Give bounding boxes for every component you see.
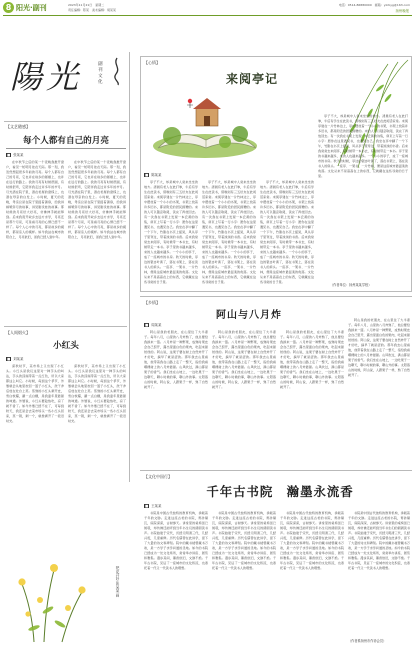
mountain-body-text-continued-3: 阿山是我的老朋友，在山里住了大半辈子。每年八月，山里的八月炸熟了，他总要给我捎来一篮。八月炸是一种野果，成熟时果皮会自己裂开，露出里面白色的果肉，吃起来甜丝丝的。阿山说，这果子要在树上自然炸开了才好吃，摘早了就是涩的。那年我去山里看他，他带着我在山路上走了一整天，指给我看哪棵树上的八月炸最甜。山风吹过，满山都是果子的香气。我们坐在山坡上，一边吃果子一边聊天，聊小时候的事，聊山外的事。太阳落山的时候，阿山说，人跟果子一样，熟了自然就开了。 (348, 318, 410, 377)
author-mark-icon: ■ (7, 357, 11, 361)
column-tag-culture: 【文化中国行】 (144, 474, 172, 479)
taro-divider (4, 326, 127, 327)
ink-splash-icon (110, 56, 124, 86)
moon-body-col-1 (6, 160, 64, 308)
section-title: 阳光·副刊 (16, 4, 47, 12)
pavilion-author-name: 陈某某 (151, 173, 162, 177)
author-mark-icon: ■ (145, 173, 149, 177)
taro-body-text-continued: 深秋时节，菜市场上又出现了小红头。小红头是我们这里对一种芋头的叫法，芋头的顶端带着一点红色，所以大家都这么叫它。小时候，每到这个季节，外婆就会从地里挖回一篮子小红头，洗干净后放在灶台上蒸。蒸熟的小红头剥开皮，雪白软糯，蘸一点白糖，是我童年里最甜的味道。外婆说，小红头要趁热吃，凉了就不香了。如今外婆已经不在了，可每到秋天，我还是会去菜市场买一些小红头回家，蒸一锅，剥一个，就像剥开了一段旧时光。 (68, 364, 126, 423)
page-number-badge (3, 2, 14, 13)
taro-author-name: 刘某某 (13, 357, 24, 361)
academy-title: 千年古书院 瀚墨永流香 (206, 484, 354, 499)
pavilion-body-text-continued-3: 亭子不大，却是城中人常来坐坐的地方。清晨有老人在此打拳，午后有学生在此读书，傍晚则有三五好友在此闲话家常。来阅亭建在一片竹林边上，亭中摆放着一个小小的书架，书架上放着许多旧书，都是附近的居民捐赠的。来的人可以随意取阅，读完了再放回去。有一次我在书架上发现一本泛黄的诗集，扉页上写着一行小字：愿你在这里遇见书，也遇见自己。我坐在亭中翻了一个下午，竹影在书页上摇晃，风从亭子里穿过，带着淡淡的书香。后来我常常去来阅亭，有时候带一本书去，有时候带走一本书。亭子里的书越来越多，来的人也越来越多。一个小小的亭子，成了一座城市的书房。秋天的时候，亭边的银杏叶黄了，落在书架上，落在读书人的肩头。一座亭、一架书、一片竹林，便是这座城市最温柔的角落。文化从来不是高高在上的东西，它就藏在这些寻常的日子里。 (318, 114, 408, 178)
academy-body-col-3 (280, 511, 344, 641)
moon-title-rule (6, 148, 126, 149)
taro-body-col-1 (6, 364, 64, 550)
masthead-rule (3, 15, 412, 16)
moon-author-name: 张某某 (13, 153, 24, 157)
taro-title: 小红头 (53, 341, 79, 351)
academy-body-col-4 (348, 511, 410, 635)
logo-caption: 副刊 文化 (98, 62, 103, 85)
academy-author-name: 王某某 (151, 504, 162, 508)
painting-caption: 把花开好 张某某 画 (116, 566, 120, 598)
academy-body-text-continued-3: 书院是中国古代独特的教育机构，承载着千年的文脉。走进这座古老的书院，青砖黛瓦，庭院深深，古树参天。讲堂里的桌椅虽已斑驳，却仿佛还能听到当年书生们的朗朗读书声。书院始建于宋代，历经元明清三代，几经兴废，几度重修。历代名儒曾在此讲学，留下了大量的诗文和碑刻。院中的藏书楼曾藏书万卷，是一方学子求学问道的圣地。如今的书院已经成为一处文化场所，常常举办讲座、展览和雅集。漫步其间，墨香依旧，文脉不绝。千年古书院，见证了一座城市的文化积淀，也寄托着一代又一代读书人的理想。 (348, 511, 410, 570)
pavilion-title: 来阅亭记 (226, 72, 279, 86)
pavilion-body-text: 亭子不大，却是城中人常来坐坐的地方。清晨有老人在此打拳，午后有学生在此读书，傍晚则有三五好友在此闲话家常。来阅亭建在一片竹林边上，亭中摆放着一个小小的书架，书架上放着许多旧书，都是附近的居民捐赠的。来的人可以随意取阅，读完了再放回去。有一次我在书架上发现一本泛黄的诗集，扉页上写着一行小字：愿你在这里遇见书，也遇见自己。我坐在亭中翻了一个下午，竹影在书页上摇晃，风从亭子里穿过，带着淡淡的书香。后来我常常去来阅亭，有时候带一本书去，有时候带走一本书。亭子里的书越来越多，来的人也越来越多。一个小小的亭子，成了一座城市的书房。秋天的时候，亭边的银杏叶黄了，落在书架上，落在读书人的肩头。一座亭、一架书、一片竹林，便是这座城市最温柔的角落。文化从来不是高高在上的东西，它就藏在这些寻常的日子里。 (144, 180, 198, 284)
moon-body-col-2 (68, 160, 126, 308)
contact-line: 电话：0514-86880000 邮箱：yzrbyg@163.com (338, 3, 410, 7)
flower-painting-illustration (4, 540, 104, 644)
masthead (0, 0, 415, 14)
pavilion-body-col-4 (318, 114, 408, 280)
paper-name: 扬州晚报 (395, 9, 409, 13)
mountain-body-col-1 (144, 330, 208, 462)
academy-top-divider (140, 470, 412, 471)
column-tag-people: 【人间烟火】 (6, 330, 30, 335)
academy-body-text-continued: 书院是中国古代独特的教育机构，承载着千年的文脉。走进这座古老的书院，青砖黛瓦，庭院深深，古树参天。讲堂里的桌椅虽已斑驳，却仿佛还能听到当年书生们的朗朗读书声。书院始建于宋代，历经元明清三代，几经兴废，几度重修。历代名儒曾在此讲学，留下了大量的诗文和碑刻。院中的藏书楼曾藏书万卷，是一方学子求学问道的圣地。如今的书院已经成为一处文化场所，常常举办讲座、展览和雅集。漫步其间，墨香依旧，文脉不绝。千年古书院，见证了一座城市的文化积淀，也寄托着一代又一代读书人的理想。 (212, 511, 276, 570)
pavilion-body-col-3 (260, 180, 314, 288)
moon-title: 每个人都有自己的月亮 (23, 136, 109, 146)
mountain-author-name: 周某某 (151, 323, 162, 327)
moon-body-text-continued: 在中秋节之后的某一个夜晚我推开窗户，看见一轮明月挂在天际。那一刻，我忽然想起很多年前的月亮。每个人都有自己的月亮，它也许在故乡的屋檐上，也许在远行的路上。我的月亮有时候很圆，有时候很弯，它陪伴我走过许多年的岁月。月光洒在院子里，洒在老屋的窗棂上，也洒在母亲的白发上。小时候，夏天的夜晚，母亲总是在院子里摇着蒲扇，给我讲嫦娥奔月的故事，讲吴刚伐桂的故事。那时候的月亮好大好亮，仿佛伸手就能够到。后来我离开故乡去远方求学，月亮还是那个月亮，可是看月亮的心情已经不一样了。每个人心中的月亮，都是故乡的模样，都是亲人的模样。如今我站在城市的阳台上，月亮依旧，而我已经人到中年。 (68, 160, 126, 239)
academy-author (144, 503, 161, 508)
pavilion-body-col-2 (202, 180, 256, 288)
column-tag-travel: 【乡情】 (144, 300, 160, 305)
left-column-divider (129, 52, 130, 482)
mountain-author (144, 322, 161, 327)
author-mark-icon: ■ (145, 504, 149, 508)
moon-body-text: 在中秋节之后的某一个夜晚我推开窗户，看见一轮明月挂在天际。那一刻，我忽然想起很多年前的月亮。每个人都有自己的月亮，它也许在故乡的屋檐上，也许在远行的路上。我的月亮有时候很圆，有时候很弯，它陪伴我走过许多年的岁月。月光洒在院子里，洒在老屋的窗棂上，也洒在母亲的白发上。小时候，夏天的夜晚，母亲总是在院子里摇着蒲扇，给我讲嫦娥奔月的故事，讲吴刚伐桂的故事。那时候的月亮好大好亮，仿佛伸手就能够到。后来我离开故乡去远方求学，月亮还是那个月亮，可是看月亮的心情已经不一样了。每个人心中的月亮，都是故乡的模样，都是亲人的模样。如今我站在城市的阳台上，月亮依旧，而我已经人到中年。 (6, 160, 64, 239)
pavilion-body-text-continued-2: 亭子不大，却是城中人常来坐坐的地方。清晨有老人在此打拳，午后有学生在此读书，傍晚则有三五好友在此闲话家常。来阅亭建在一片竹林边上，亭中摆放着一个小小的书架，书架上放着许多旧书，都是附近的居民捐赠的。来的人可以随意取阅，读完了再放回去。有一次我在书架上发现一本泛黄的诗集，扉页上写着一行小字：愿你在这里遇见书，也遇见自己。我坐在亭中翻了一个下午，竹影在书页上摇晃，风从亭子里穿过，带着淡淡的书香。后来我常常去来阅亭，有时候带一本书去，有时候带走一本书。亭子里的书越来越多，来的人也越来越多。一个小小的亭子，成了一座城市的书房。秋天的时候，亭边的银杏叶黄了，落在书架上，落在读书人的肩头。一座亭、一架书、一片竹林，便是这座城市最温柔的角落。文化从来不是高高在上的东西，它就藏在这些寻常的日子里。 (260, 180, 314, 284)
taro-author (6, 356, 23, 361)
column-tag-culture-gossip: 【文艺随感】 (6, 124, 30, 129)
book-pavilion-illustration (150, 88, 262, 162)
academy-body-col-2 (212, 511, 276, 641)
sidebar-logo (4, 44, 128, 104)
mountain-body-col-4 (348, 318, 410, 462)
mountain-body-text: 阿山是我的老朋友，在山里住了大半辈子。每年八月，山里的八月炸熟了，他总要给我捎来一篮。八月炸是一种野果，成熟时果皮会自己裂开，露出里面白色的果肉，吃起来甜丝丝的。阿山说，这果子要在树上自然炸开了才好吃，摘早了就是涩的。那年我去山里看他，他带着我在山路上走了一整天，指给我看哪棵树上的八月炸最甜。山风吹过，满山都是果子的香气。我们坐在山坡上，一边吃果子一边聊天，聊小时候的事，聊山外的事。太阳落山的时候，阿山说，人跟果子一样，熟了自然就开了。 (144, 330, 208, 389)
author-mark-icon: ■ (145, 323, 149, 327)
meta-line-1: 2023年11月21日 星期二 (68, 3, 105, 7)
pavilion-body-text-continued: 亭子不大，却是城中人常来坐坐的地方。清晨有老人在此打拳，午后有学生在此读书，傍晚则有三五好友在此闲话家常。来阅亭建在一片竹林边上，亭中摆放着一个小小的书架，书架上放着许多旧书，都是附近的居民捐赠的。来的人可以随意取阅，读完了再放回去。有一次我在书架上发现一本泛黄的诗集，扉页上写着一行小字：愿你在这里遇见书，也遇见自己。我坐在亭中翻了一个下午，竹影在书页上摇晃，风从亭子里穿过，带着淡淡的书香。后来我常常去来阅亭，有时候带一本书去，有时候带走一本书。亭子里的书越来越多，来的人也越来越多。一个小小的亭子，成了一座城市的书房。秋天的时候，亭边的银杏叶黄了，落在书架上，落在读书人的肩头。一座亭、一架书、一片竹林，便是这座城市最温柔的角落。文化从来不是高高在上的东西，它就藏在这些寻常的日子里。 (202, 180, 256, 284)
pavilion-author (144, 172, 161, 177)
page-number: 8 (5, 3, 12, 12)
mountain-body-text-continued-2: 阿山是我的老朋友，在山里住了大半辈子。每年八月，山里的八月炸熟了，他总要给我捎来一篮。八月炸是一种野果，成熟时果皮会自己裂开，露出里面白色的果肉，吃起来甜丝丝的。阿山说，这果子要在树上自然炸开了才好吃，摘早了就是涩的。那年我去山里看他，他带着我在山路上走了一整天，指给我看哪棵树上的八月炸最甜。山风吹过，满山都是果子的香气。我们坐在山坡上，一边吃果子一边聊天，聊小时候的事，聊山外的事。太阳落山的时候，阿山说，人跟果子一样，熟了自然就开了。 (280, 330, 344, 389)
mountain-top-divider (140, 296, 412, 297)
taro-body-text: 深秋时节，菜市场上又出现了小红头。小红头是我们这里对一种芋头的叫法，芋头的顶端带着一点红色，所以大家都这么叫它。小时候，每到这个季节，外婆就会从地里挖回一篮子小红头，洗干净后放在灶台上蒸。蒸熟的小红头剥开皮，雪白软糯，蘸一点白糖，是我童年里最甜的味道。外婆说，小红头要趁热吃，凉了就不香了。如今外婆已经不在了，可每到秋天，我还是会去菜市场买一些小红头回家，蒸一锅，剥一个，就像剥开了一段旧时光。 (6, 364, 64, 423)
academy-body-text: 书院是中国古代独特的教育机构，承载着千年的文脉。走进这座古老的书院，青砖黛瓦，庭院深深，古树参天。讲堂里的桌椅虽已斑驳，却仿佛还能听到当年书生们的朗朗读书声。书院始建于宋代，历经元明清三代，几经兴废，几度重修。历代名儒曾在此讲学，留下了大量的诗文和碑刻。院中的藏书楼曾藏书万卷，是一方学子求学问道的圣地。如今的书院已经成为一处文化场所，常常举办讲座、展览和雅集。漫步其间，墨香依旧，文脉不绝。千年古书院，见证了一座城市的文化积淀，也寄托着一代又一代读书人的理想。 (144, 511, 208, 570)
column-tag-heart: 【心情】 (144, 60, 160, 65)
meta-line-2: 责任编辑：陈某 美术编辑：胡某某 (68, 7, 117, 12)
moon-author (6, 152, 23, 157)
pavilion-body-col-1 (144, 180, 198, 288)
taro-body-col-2 (68, 364, 126, 550)
author-mark-icon: ■ (7, 153, 11, 157)
academy-footnote: （作者系扬州市作协会员） (348, 639, 387, 643)
logo-text: 陽光 (10, 58, 83, 96)
mountain-body-col-2 (212, 330, 276, 462)
academy-body-col-1 (144, 511, 208, 641)
academy-body-text-continued-2: 书院是中国古代独特的教育机构，承载着千年的文脉。走进这座古老的书院，青砖黛瓦，庭院深深，古树参天。讲堂里的桌椅虽已斑驳，却仿佛还能听到当年书生们的朗朗读书声。书院始建于宋代，历经元明清三代，几经兴废，几度重修。历代名儒曾在此讲学，留下了大量的诗文和碑刻。院中的藏书楼曾藏书万卷，是一方学子求学问道的圣地。如今的书院已经成为一处文化场所，常常举办讲座、展览和雅集。漫步其间，墨香依旧，文脉不绝。千年古书院，见证了一座城市的文化积淀，也寄托着一代又一代读书人的理想。 (280, 511, 344, 570)
mountain-title: 阿山与八月炸 (216, 310, 282, 321)
mountain-body-text-continued: 阿山是我的老朋友，在山里住了大半辈子。每年八月，山里的八月炸熟了，他总要给我捎来一篮。八月炸是一种野果，成熟时果皮会自己裂开，露出里面白色的果肉，吃起来甜丝丝的。阿山说，这果子要在树上自然炸开了才好吃，摘早了就是涩的。那年我去山里看他，他带着我在山路上走了一整天，指给我看哪棵树上的八月炸最甜。山风吹过，满山都是果子的香气。我们坐在山坡上，一边吃果子一边聊天，聊小时候的事，聊山外的事。太阳落山的时候，阿山说，人跟果子一样，熟了自然就开了。 (212, 330, 276, 389)
pavilion-footnote: （作者单位：扬州某某学校） (330, 283, 372, 287)
mountain-body-col-3 (280, 330, 344, 462)
sidebar-divider (4, 121, 127, 122)
